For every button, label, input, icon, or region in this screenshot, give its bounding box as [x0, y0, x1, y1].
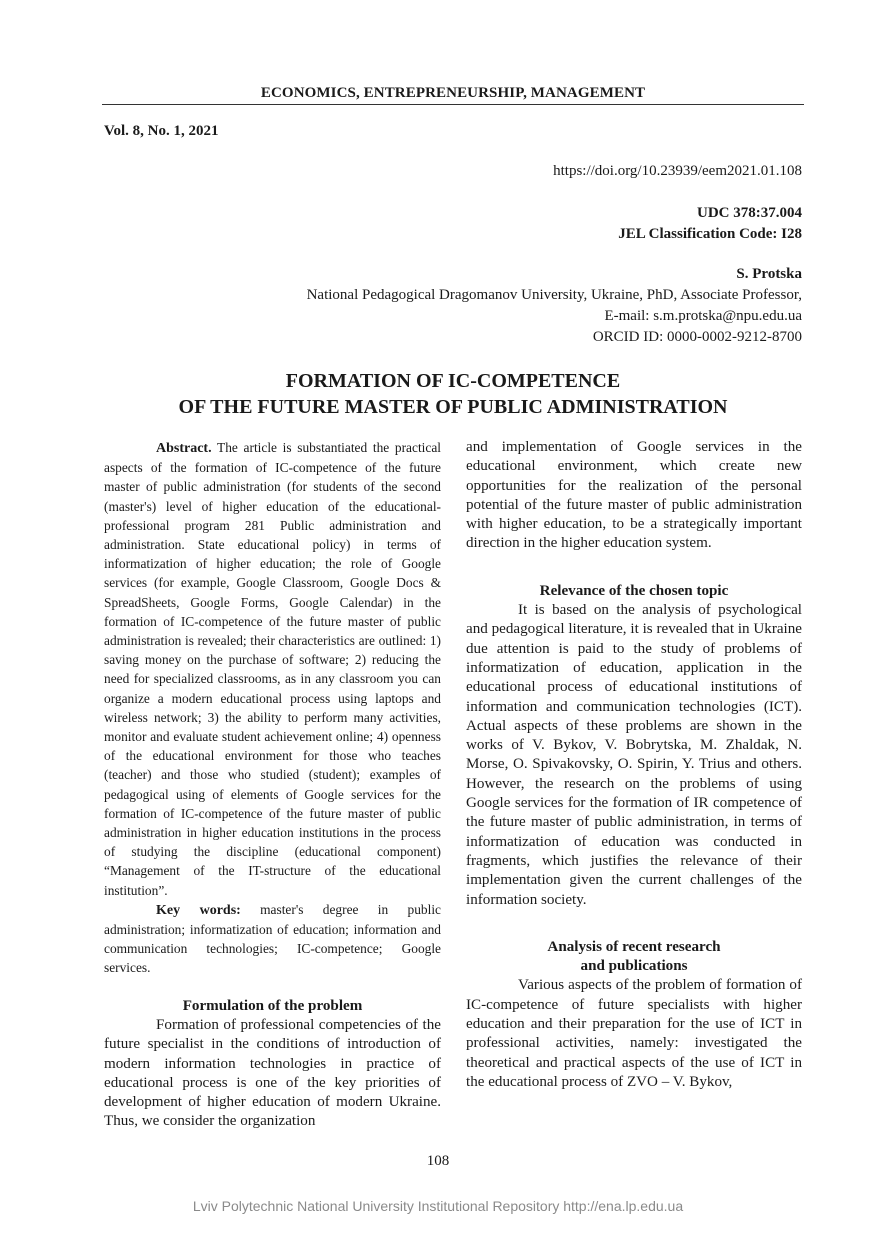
- author-email[interactable]: E-mail: s.m.protska@npu.edu.ua: [604, 308, 802, 324]
- page-number: 108: [426, 1153, 450, 1169]
- title-line-1: FORMATION OF IC-COMPETENCE: [285, 370, 621, 392]
- author-name: S. Protska: [736, 266, 802, 282]
- abstract-label: Abstract.: [156, 441, 212, 456]
- udc-code: UDC 378:37.004: [697, 205, 802, 221]
- relevance-paragraph: It is based on the analysis of psychological and pedagogical literature, it is revealed that in Ukraine due attention is paid to the study of problems of informatization of education, application in the educational process of educational institutions of information and communication technologies (ICT). Actual aspects of these problems are shown in the works of V. Bykov, V. Bobrytska, M. Zhaldak, N. Morse, O. Spivakovsky, O. Spirin, Y. Trius and others. However, the research on the problems of using Google services for the formation of IR competence of the future master of public administration, in terms of informatization of education was conducted in fragments, which justifies the relevance of their implementation given the current challenges of the information society.: [466, 602, 802, 908]
- problem-paragraph: Formation of professional competencies of the future specialist in the conditions of introduction of modern information technologies in practice of educational process is one of the key priorities of development of higher education of modern Ukraine. Thus, we consider the organization: [104, 1016, 441, 1130]
- abstract-text: The article is substantiated the practical aspects of the formation of IC-competence of the future master of public administration (for students of the second (master's) level of higher education of the educational-professional program 281 Public administration and administration. State educational policy) in terms of informatization of higher education; the role of Google services (for example, Google Classroom, Google Docs & SpreadSheets, Google Forms, Google Calendar) in the formation of IC-competence of the future master of public administration is revealed; their characteristics are outlined: 1) saving money on the purchase of software; 2) reducing the need for specialized classrooms, as in any classroom you can organize a modern educational process using laptops and wireless network; 3) the ability to perform many activities, monitor and evaluate student achievement online; 4) openness of the educational environment for those who teaches (teacher) and those who studied (student); examples of pedagogical using of elements of Google services for the formation of IC-competence of the future master of public administration in higher education institutions in the process of studying the discipline (educational component) “Management of the IT-structure of the educational institution”.: [104, 440, 441, 898]
- left-column: [104, 438, 441, 1132]
- author-orcid[interactable]: ORCID ID: 0000-0002-9212-8700: [592, 329, 802, 345]
- author-affiliation: National Pedagogical Dragomanov University, Ukraine, PhD, Associate Professor,: [306, 287, 802, 303]
- abstract: [104, 438, 441, 900]
- repository-footer: Lviv Polytechnic National University Institutional Repository http://ena.lp.edu.ua: [192, 1198, 684, 1214]
- keywords: [104, 900, 441, 978]
- problem-continuation: and implementation of Google services in the educational environment, which create new opportunities for the realization of the personal potential of the future master of public administration with higher education, to be a strategically important direction in the higher education system.: [466, 439, 802, 552]
- author-block: [307, 264, 802, 348]
- journal-header: ECONOMICS, ENTREPRENEURSHIP, MANAGEMENT: [102, 84, 804, 105]
- doi-link[interactable]: https://doi.org/10.23939/eem2021.01.108: [553, 163, 802, 179]
- analysis-heading-line-1: Analysis of recent research: [547, 938, 721, 955]
- analysis-paragraph: Various aspects of the problem of formation of IC-competence of future specialists with higher education and their preparation for the use of ICT in professional activities, namely: investigated the theoretical and practical aspects of the use of ICT in the educational process of ZVO – V. Bykov,: [466, 977, 802, 1090]
- classification-codes: [618, 203, 802, 245]
- right-column: [466, 438, 802, 1092]
- keywords-label: Key words:: [156, 902, 241, 918]
- volume-info: Vol. 8, No. 1, 2021: [104, 123, 219, 139]
- section-heading-relevance: Relevance of the chosen topic: [539, 582, 729, 599]
- paper-title: [102, 368, 804, 420]
- jel-code: JEL Classification Code: I28: [618, 226, 802, 242]
- section-heading-analysis: [466, 938, 802, 977]
- keywords-text: master's degree in public administration; informatization of education; information and communication technologies; IC-competence; Google services.: [104, 901, 441, 976]
- title-line-2: OF THE FUTURE MASTER OF PUBLIC ADMINISTRATION: [178, 396, 728, 418]
- analysis-heading-line-2: and publications: [580, 958, 688, 975]
- section-heading-problem: Formulation of the problem: [182, 997, 363, 1014]
